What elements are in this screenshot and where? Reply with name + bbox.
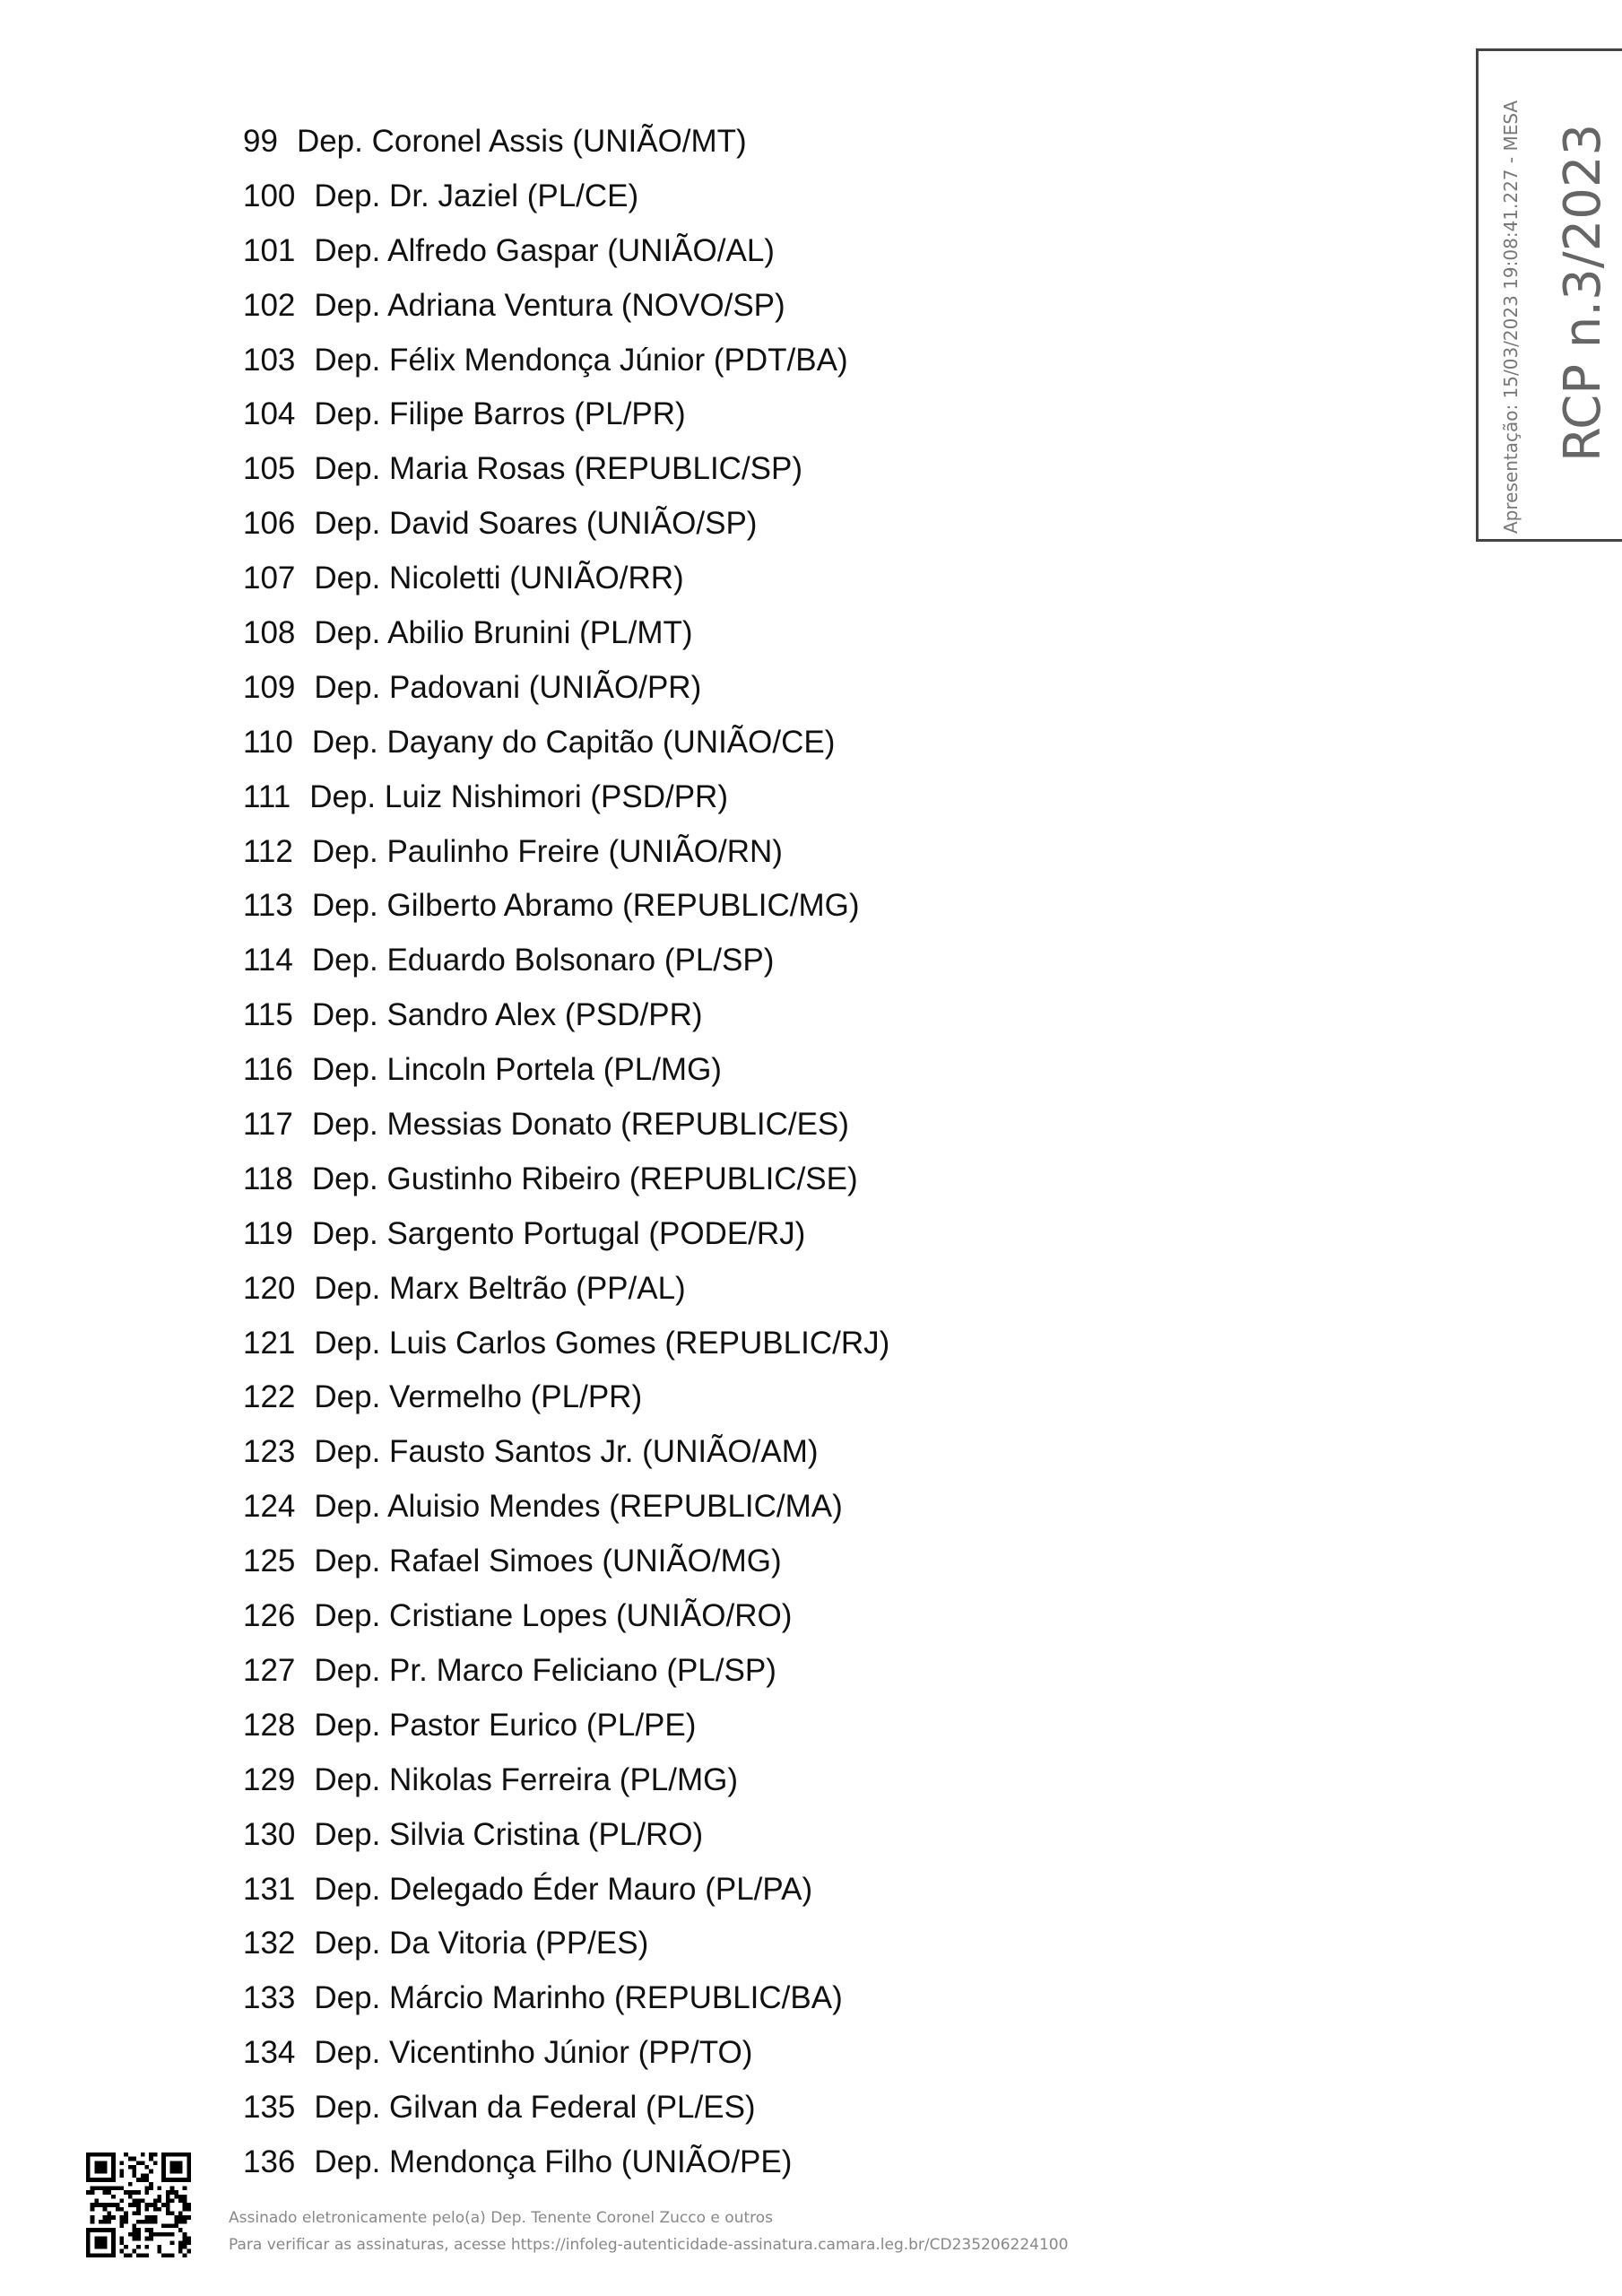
signatory-number: 112 [243, 833, 293, 869]
signatory-number: 106 [243, 506, 296, 542]
signatory-name: Dep. Da Vitoria (PP/ES) [314, 1926, 649, 1961]
signatory-name: Dep. Nikolas Ferreira (PL/MG) [314, 1761, 739, 1797]
signatory-row [243, 1977, 889, 2031]
signatory-name: Dep. Silvia Cristina (PL/RO) [314, 1816, 704, 1852]
signatory-name: Dep. Luis Carlos Gomes (REPUBLIC/RJ) [314, 1325, 890, 1361]
signatory-number: 127 [243, 1652, 296, 1688]
signatory-row [243, 1540, 889, 1595]
signatory-name: Dep. Mendonça Filho (UNIÃO/PE) [314, 2144, 793, 2179]
signatory-row [243, 612, 889, 666]
signatory-name: Dep. Luiz Nishimori (PSD/PR) [309, 778, 728, 814]
signatory-name: Dep. Nicoletti (UNIÃO/RR) [314, 561, 684, 596]
signatory-number: 115 [243, 997, 293, 1033]
signatory-name: Dep. Aluisio Mendes (REPUBLIC/MA) [314, 1489, 843, 1525]
signatory-number: 108 [243, 615, 296, 651]
signatory-number: 122 [243, 1379, 296, 1415]
signatory-name: Dep. Rafael Simoes (UNIÃO/MG) [314, 1544, 782, 1579]
document-id: RCP n.3/2023 [1554, 123, 1612, 462]
signatory-name: Dep. Dr. Jaziel (PL/CE) [314, 178, 639, 213]
signatory-row [243, 1759, 889, 1813]
signatory-name: Dep. Messias Donato (REPUBLIC/ES) [311, 1107, 849, 1143]
signatory-row [243, 994, 889, 1048]
signatory-number: 110 [243, 724, 293, 760]
signatory-number: 124 [243, 1489, 296, 1525]
signatory-row [243, 1868, 889, 1923]
signatory-row [243, 1431, 889, 1485]
qr-code-icon [86, 2152, 191, 2257]
signatory-number: 134 [243, 2035, 296, 2071]
signatory-row [243, 1213, 889, 1267]
signatory-row [243, 939, 889, 994]
signatory-row [243, 339, 889, 394]
presentation-date: Apresentação: 15/03/2023 19:08:41.227 - MESA [1500, 100, 1522, 534]
signatory-row [243, 776, 889, 831]
signatory-name: Dep. Cristiane Lopes (UNIÃO/RO) [314, 1598, 793, 1634]
signatory-name: Dep. Eduardo Bolsonaro (PL/SP) [311, 943, 775, 978]
signatory-name: Dep. Marx Beltrão (PP/AL) [314, 1270, 686, 1306]
signatory-row [243, 1704, 889, 1759]
signatory-number: 120 [243, 1270, 296, 1306]
signatory-list [243, 120, 889, 2196]
signatory-name: Dep. Sargento Portugal (PODE/RJ) [311, 1215, 806, 1251]
signatory-row [243, 1158, 889, 1213]
signatory-row [243, 1595, 889, 1649]
signed-by-text: Assinado eletronicamente pelo(a) Dep. Tenente Coronel Zucco e outros [229, 2209, 774, 2227]
signatory-number: 100 [243, 178, 296, 213]
verify-text: Para verificar as assinaturas, acesse https://infoleg-autenticidade-assinatura.camara.leg.br/CD235206224100 [229, 2236, 1069, 2254]
signatory-name: Dep. Filipe Barros (PL/PR) [314, 396, 686, 432]
signatory-number: 128 [243, 1707, 296, 1743]
signatory-number: 133 [243, 1980, 296, 2016]
signatory-row [243, 1922, 889, 1977]
signatory-number: 129 [243, 1761, 296, 1797]
signatory-row [243, 1376, 889, 1431]
signatory-name: Dep. Fausto Santos Jr. (UNIÃO/AM) [314, 1434, 819, 1470]
signatory-number: 99 [243, 124, 278, 159]
signatory-number: 117 [243, 1107, 293, 1143]
signatory-row [243, 1267, 889, 1322]
signatory-number: 131 [243, 1871, 296, 1907]
signatory-number: 101 [243, 232, 296, 268]
signatory-number: 126 [243, 1598, 296, 1634]
signatory-row [243, 721, 889, 776]
signatory-row [243, 230, 889, 284]
signatory-name: Dep. Lincoln Portela (PL/MG) [311, 1052, 722, 1088]
signatory-name: Dep. Gustinho Ribeiro (REPUBLIC/SE) [311, 1161, 858, 1196]
signatory-row [243, 2141, 889, 2196]
signatory-number: 119 [243, 1215, 293, 1251]
signatory-name: Dep. Maria Rosas (REPUBLIC/SP) [314, 451, 803, 487]
signatory-row [243, 1103, 889, 1158]
signatory-number: 116 [243, 1052, 293, 1088]
signatory-name: Dep. Dayany do Capitão (UNIÃO/CE) [311, 724, 836, 760]
signatory-name: Dep. David Soares (UNIÃO/SP) [314, 506, 758, 542]
signatory-name: Dep. Paulinho Freire (UNIÃO/RN) [311, 833, 783, 869]
signatory-number: 111 [243, 778, 291, 814]
signatory-number: 105 [243, 451, 296, 487]
signatory-row [243, 1813, 889, 1868]
signatory-name: Dep. Abilio Brunini (PL/MT) [314, 615, 693, 651]
signatory-name: Dep. Pastor Eurico (PL/PE) [314, 1707, 697, 1743]
signatory-number: 130 [243, 1816, 296, 1852]
signatory-row [243, 120, 889, 175]
signatory-number: 103 [243, 342, 296, 378]
signatory-row [243, 1485, 889, 1540]
signatory-name: Dep. Coronel Assis (UNIÃO/MT) [296, 124, 747, 159]
signatory-number: 121 [243, 1325, 296, 1361]
signatory-number: 135 [243, 2090, 296, 2126]
signatory-row [243, 175, 889, 230]
signatory-row [243, 284, 889, 339]
signatory-row [243, 2031, 889, 2086]
signatory-number: 107 [243, 561, 296, 596]
protocol-stamp [1476, 48, 1622, 542]
signatory-name: Dep. Gilberto Abramo (REPUBLIC/MG) [311, 888, 860, 924]
signature-footer [229, 2205, 1068, 2258]
signatory-name: Dep. Félix Mendonça Júnior (PDT/BA) [314, 342, 848, 378]
signatory-number: 104 [243, 396, 296, 432]
signatory-name: Dep. Sandro Alex (PSD/PR) [311, 997, 703, 1033]
signatory-name: Dep. Gilvan da Federal (PL/ES) [314, 2090, 756, 2126]
signatory-number: 132 [243, 1926, 296, 1961]
signatory-row [243, 1649, 889, 1704]
signatory-name: Dep. Pr. Marco Feliciano (PL/SP) [314, 1652, 776, 1688]
signatory-row [243, 2086, 889, 2141]
signatory-name: Dep. Adriana Ventura (NOVO/SP) [314, 287, 785, 323]
signatory-name: Dep. Márcio Marinho (REPUBLIC/BA) [314, 1980, 843, 2016]
signatory-name: Dep. Vicentinho Júnior (PP/TO) [314, 2035, 753, 2071]
signatory-number: 123 [243, 1434, 296, 1470]
signatory-name: Dep. Padovani (UNIÃO/PR) [314, 669, 702, 705]
signatory-row [243, 1322, 889, 1377]
signatory-name: Dep. Vermelho (PL/PR) [314, 1379, 643, 1415]
signatory-row [243, 393, 889, 448]
signatory-row [243, 831, 889, 885]
signatory-name: Dep. Delegado Éder Mauro (PL/PA) [314, 1871, 813, 1907]
signatory-row [243, 448, 889, 502]
signatory-row [243, 666, 889, 721]
signatory-number: 114 [243, 943, 293, 978]
signatory-number: 136 [243, 2144, 296, 2179]
signatory-number: 118 [243, 1161, 293, 1196]
signatory-row [243, 884, 889, 939]
signatory-number: 109 [243, 669, 296, 705]
signatory-number: 102 [243, 287, 296, 323]
signatory-number: 125 [243, 1544, 296, 1579]
signatory-row [243, 502, 889, 557]
signatory-name: Dep. Alfredo Gaspar (UNIÃO/AL) [314, 232, 775, 268]
signatory-row [243, 1048, 889, 1103]
signatory-row [243, 557, 889, 612]
signatory-number: 113 [243, 888, 293, 924]
